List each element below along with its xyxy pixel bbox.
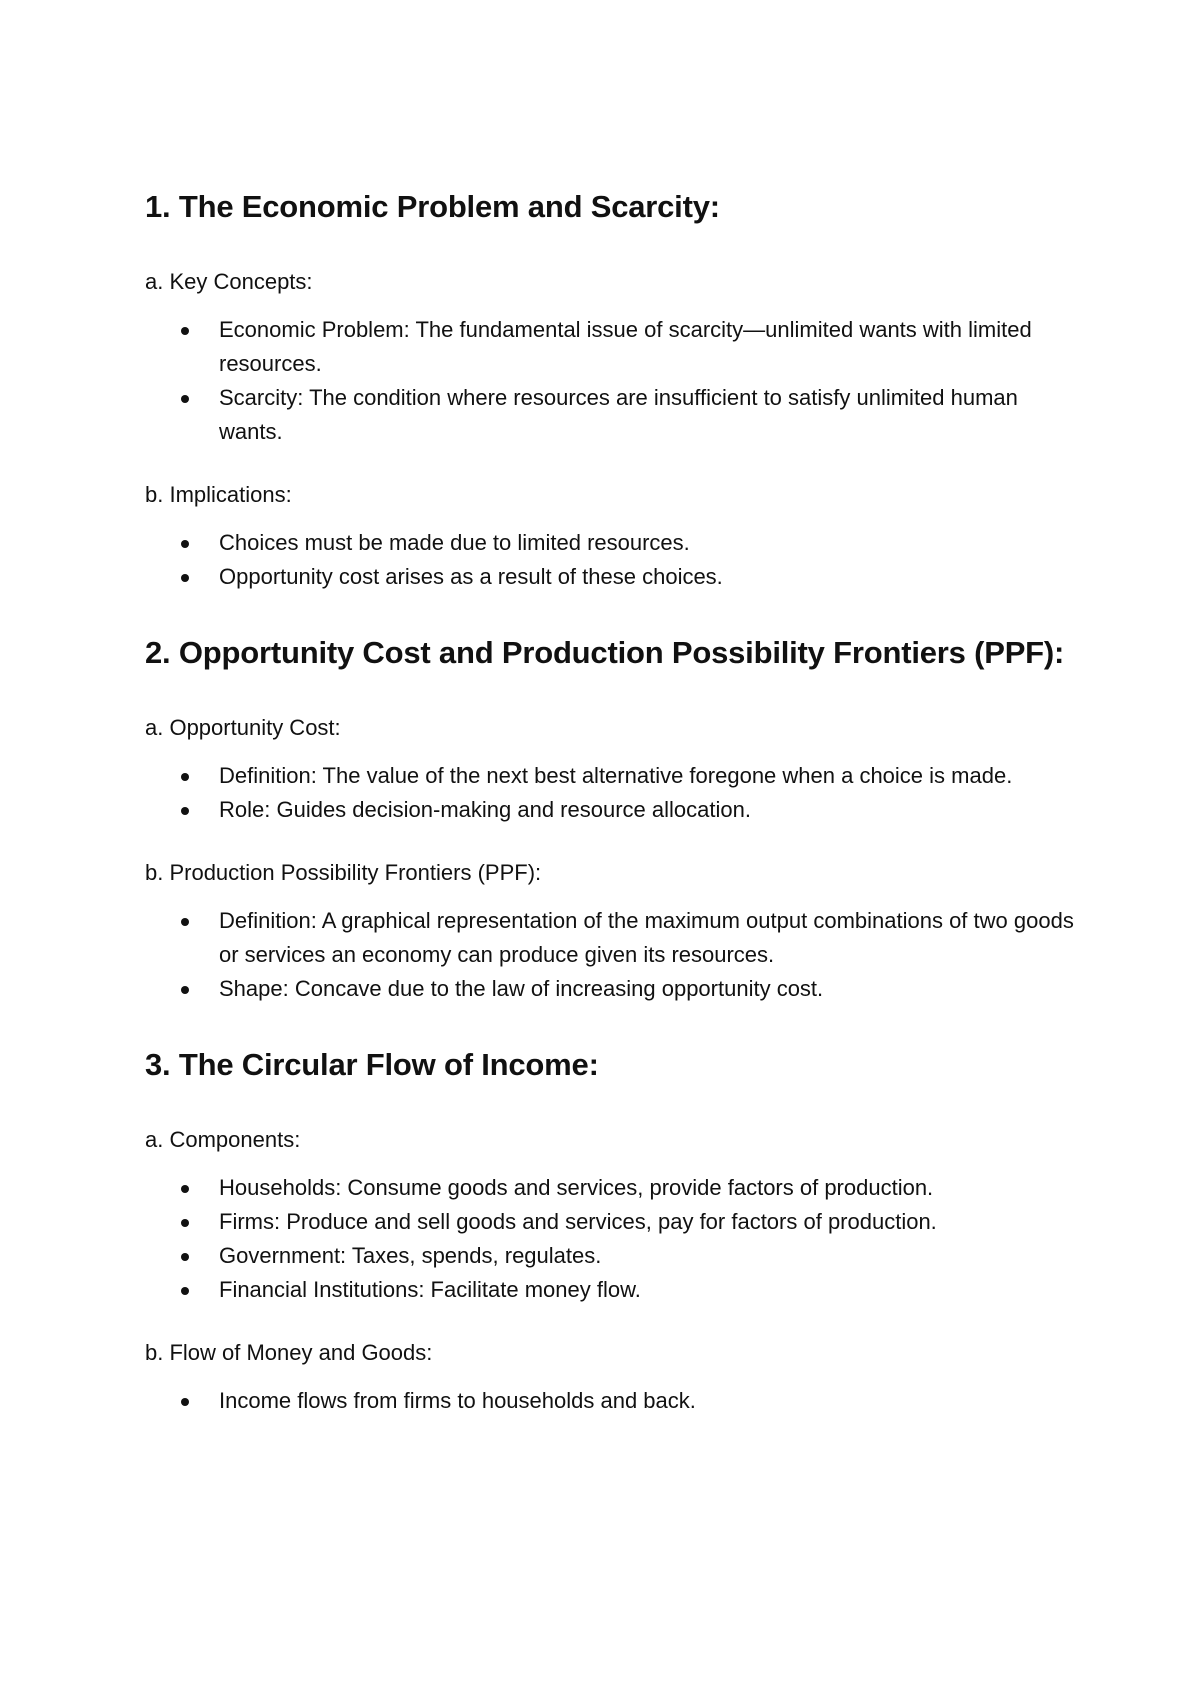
subsection-heading: a. Key Concepts: [145, 269, 313, 294]
list-item: Firms: Produce and sell goods and services, pay for factors of production. [219, 1205, 1079, 1239]
section-heading: 1. The Economic Problem and Scarcity: [145, 189, 720, 224]
list-item: Role: Guides decision-making and resource allocation. [219, 793, 1079, 827]
list-item: Shape: Concave due to the law of increasing opportunity cost. [219, 972, 1079, 1006]
bullet-list [145, 1384, 1080, 1418]
bullet-list [145, 313, 1080, 449]
list-item: Definition: The value of the next best alternative foregone when a choice is made. [219, 759, 1079, 793]
list-item: Financial Institutions: Facilitate money flow. [219, 1273, 1079, 1307]
list-item: Households: Consume goods and services, provide factors of production. [219, 1171, 1079, 1205]
list-item: Opportunity cost arises as a result of these choices. [219, 560, 1079, 594]
section-heading: 3. The Circular Flow of Income: [145, 1047, 599, 1082]
subsection-heading: a. Opportunity Cost: [145, 715, 341, 740]
subsection-heading: b. Production Possibility Frontiers (PPF): [145, 860, 542, 885]
list-item: Economic Problem: The fundamental issue of scarcity—unlimited wants with limited resources. [219, 313, 1079, 381]
bullet-list [145, 904, 1080, 1006]
bullet-list [145, 1171, 1080, 1307]
list-item: Definition: A graphical representation of the maximum output combinations of two goods or services an economy can produce given its resources. [219, 904, 1079, 972]
list-item: Government: Taxes, spends, regulates. [219, 1239, 1079, 1273]
section-heading: 2. Opportunity Cost and Production Possibility Frontiers (PPF): [145, 635, 1065, 670]
list-item: Scarcity: The condition where resources are insufficient to satisfy unlimited human wants. [219, 381, 1079, 449]
bullet-list [145, 759, 1080, 827]
list-item: Income flows from firms to households and back. [219, 1384, 1079, 1418]
subsection-heading: a. Components: [145, 1127, 301, 1152]
subsection-heading: b. Implications: [145, 482, 292, 507]
list-item: Choices must be made due to limited resources. [219, 526, 1079, 560]
bullet-list [145, 526, 1080, 594]
subsection-heading: b. Flow of Money and Goods: [145, 1340, 433, 1365]
